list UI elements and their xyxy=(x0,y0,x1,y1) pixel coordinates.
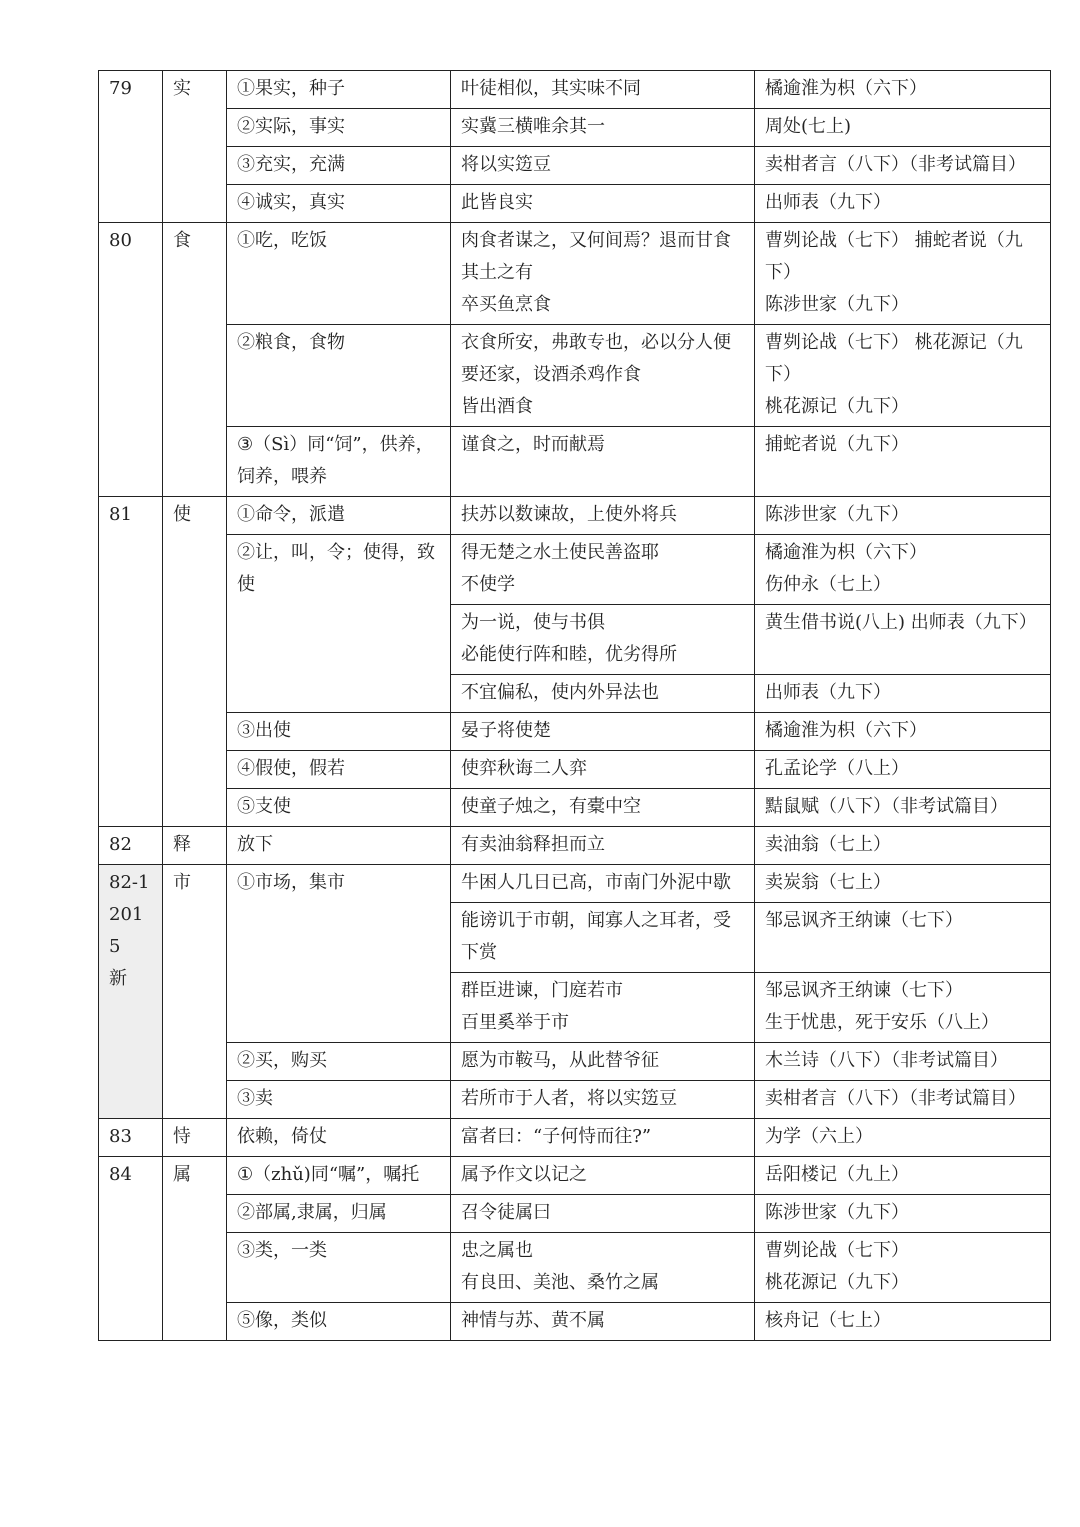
entry-character: 市 xyxy=(163,865,227,1119)
example-cell: 为一说，使与书俱 必能使行阵和睦，优劣得所 xyxy=(451,605,755,675)
meaning-cell: ⑤支使 xyxy=(227,789,451,827)
entry-number: 82 xyxy=(99,827,163,865)
example-cell: 使弈秋诲二人弈 xyxy=(451,751,755,789)
source-cell: 曹刿论战（七下） 桃花源记（九下） 桃花源记（九下） xyxy=(755,325,1051,427)
meaning-cell: 依赖，倚仗 xyxy=(227,1119,451,1157)
example-cell: 叶徒相似，其实味不同 xyxy=(451,71,755,109)
table-row xyxy=(99,1195,1051,1233)
table-row xyxy=(99,427,1051,497)
example-cell: 愿为市鞍马，从此替爷征 xyxy=(451,1043,755,1081)
example-cell: 晏子将使楚 xyxy=(451,713,755,751)
table-row xyxy=(99,865,1051,903)
example-cell: 谨食之，时而献焉 xyxy=(451,427,755,497)
example-cell: 使童子烛之，有橐中空 xyxy=(451,789,755,827)
table-row xyxy=(99,713,1051,751)
table-row xyxy=(99,1119,1051,1157)
meaning-cell: 放下 xyxy=(227,827,451,865)
example-cell: 群臣进谏，门庭若市 百里奚举于市 xyxy=(451,973,755,1043)
meaning-cell: ①吃，吃饭 xyxy=(227,223,451,325)
table-row xyxy=(99,147,1051,185)
table-row xyxy=(99,1081,1051,1119)
example-cell: 神情与苏、黄不属 xyxy=(451,1303,755,1341)
example-cell: 扶苏以数谏故，上使外将兵 xyxy=(451,497,755,535)
table-row xyxy=(99,325,1051,427)
example-cell: 有卖油翁释担而立 xyxy=(451,827,755,865)
entry-character: 释 xyxy=(163,827,227,865)
meaning-cell: ①市场，集市 xyxy=(227,865,451,1043)
meaning-cell: ②让，叫，令；使得，致使 xyxy=(227,535,451,713)
meaning-cell: ①果实，种子 xyxy=(227,71,451,109)
entry-number: 82-1 2015 新 xyxy=(99,865,163,1119)
source-cell: 邹忌讽齐王纳谏（七下） xyxy=(755,903,1051,973)
example-cell: 此皆良实 xyxy=(451,185,755,223)
source-cell: 出师表（九下） xyxy=(755,675,1051,713)
entry-character: 使 xyxy=(163,497,227,827)
example-cell: 属予作文以记之 xyxy=(451,1157,755,1195)
source-cell: 卖油翁（七上） xyxy=(755,827,1051,865)
source-cell: 曹刿论战（七下） 桃花源记（九下） xyxy=(755,1233,1051,1303)
meaning-cell: ④假使，假若 xyxy=(227,751,451,789)
example-cell: 能谤讥于市朝，闻寡人之耳者，受下赏 xyxy=(451,903,755,973)
entry-character: 食 xyxy=(163,223,227,497)
example-cell: 实冀三横唯余其一 xyxy=(451,109,755,147)
table-row xyxy=(99,535,1051,605)
source-cell: 黠鼠赋（八下）（非考试篇目） xyxy=(755,789,1051,827)
meaning-cell: ③充实，充满 xyxy=(227,147,451,185)
table-row xyxy=(99,109,1051,147)
table-row xyxy=(99,1157,1051,1195)
example-cell: 肉食者谋之，又何间焉？退而甘食其土之有 卒买鱼烹食 xyxy=(451,223,755,325)
source-cell: 曹刿论战（七下） 捕蛇者说（九下） 陈涉世家（九下） xyxy=(755,223,1051,325)
entry-character: 恃 xyxy=(163,1119,227,1157)
source-cell: 为学（六上） xyxy=(755,1119,1051,1157)
source-cell: 核舟记（七上） xyxy=(755,1303,1051,1341)
meaning-cell: ①命令，派遣 xyxy=(227,497,451,535)
source-cell: 陈涉世家（九下） xyxy=(755,1195,1051,1233)
example-cell: 若所市于人者，将以实笾豆 xyxy=(451,1081,755,1119)
meaning-cell: ②买，购买 xyxy=(227,1043,451,1081)
meaning-cell: ③卖 xyxy=(227,1081,451,1119)
table-row xyxy=(99,827,1051,865)
entry-character: 属 xyxy=(163,1157,227,1341)
source-cell: 周处(七上) xyxy=(755,109,1051,147)
example-cell: 牛困人几日已高，市南门外泥中歇 xyxy=(451,865,755,903)
table-row xyxy=(99,223,1051,325)
table-row xyxy=(99,185,1051,223)
source-cell: 出师表（九下） xyxy=(755,185,1051,223)
source-cell: 木兰诗（八下）（非考试篇目） xyxy=(755,1043,1051,1081)
table-row xyxy=(99,789,1051,827)
table-row xyxy=(99,1303,1051,1341)
example-cell: 富者曰：“子何恃而往?” xyxy=(451,1119,755,1157)
meaning-cell: ③（Sì）同“饲”，供养，饲养，喂养 xyxy=(227,427,451,497)
entry-number: 81 xyxy=(99,497,163,827)
table-row xyxy=(99,71,1051,109)
table-row xyxy=(99,497,1051,535)
example-cell: 衣食所安，弗敢专也，必以分人便要还家，设酒杀鸡作食 皆出酒食 xyxy=(451,325,755,427)
entry-character: 实 xyxy=(163,71,227,223)
source-cell: 橘逾淮为枳（六下） xyxy=(755,713,1051,751)
meaning-cell: ①（zhǔ)同“嘱”，嘱托 xyxy=(227,1157,451,1195)
example-cell: 不宜偏私，使内外异法也 xyxy=(451,675,755,713)
entry-number: 83 xyxy=(99,1119,163,1157)
source-cell: 岳阳楼记（九上） xyxy=(755,1157,1051,1195)
example-cell: 将以实笾豆 xyxy=(451,147,755,185)
source-cell: 橘逾淮为枳（六下） 伤仲永（七上） xyxy=(755,535,1051,605)
entry-number: 84 xyxy=(99,1157,163,1341)
meaning-cell: ③类，一类 xyxy=(227,1233,451,1303)
source-cell: 橘逾淮为枳（六下） xyxy=(755,71,1051,109)
example-cell: 召令徒属曰 xyxy=(451,1195,755,1233)
example-cell: 忠之属也 有良田、美池、桑竹之属 xyxy=(451,1233,755,1303)
table-row xyxy=(99,1043,1051,1081)
meaning-cell: ③出使 xyxy=(227,713,451,751)
entry-number: 79 xyxy=(99,71,163,223)
table-row xyxy=(99,751,1051,789)
source-cell: 卖柑者言（八下）（非考试篇目） xyxy=(755,147,1051,185)
meaning-cell: ④诚实，真实 xyxy=(227,185,451,223)
source-cell: 黄生借书说(八上) 出师表（九下） xyxy=(755,605,1051,675)
source-cell: 孔孟论学（八上） xyxy=(755,751,1051,789)
meaning-cell: ②实际，事实 xyxy=(227,109,451,147)
source-cell: 卖炭翁（七上） xyxy=(755,865,1051,903)
meaning-cell: ⑤像，类似 xyxy=(227,1303,451,1341)
vocabulary-table xyxy=(98,70,1051,1341)
example-cell: 得无楚之水土使民善盗耶 不使学 xyxy=(451,535,755,605)
source-cell: 捕蛇者说（九下） xyxy=(755,427,1051,497)
meaning-cell: ②部属,隶属，归属 xyxy=(227,1195,451,1233)
table-row xyxy=(99,1233,1051,1303)
source-cell: 陈涉世家（九下） xyxy=(755,497,1051,535)
entry-number: 80 xyxy=(99,223,163,497)
source-cell: 邹忌讽齐王纳谏（七下） 生于忧患，死于安乐（八上） xyxy=(755,973,1051,1043)
source-cell: 卖柑者言（八下）（非考试篇目） xyxy=(755,1081,1051,1119)
meaning-cell: ②粮食，食物 xyxy=(227,325,451,427)
